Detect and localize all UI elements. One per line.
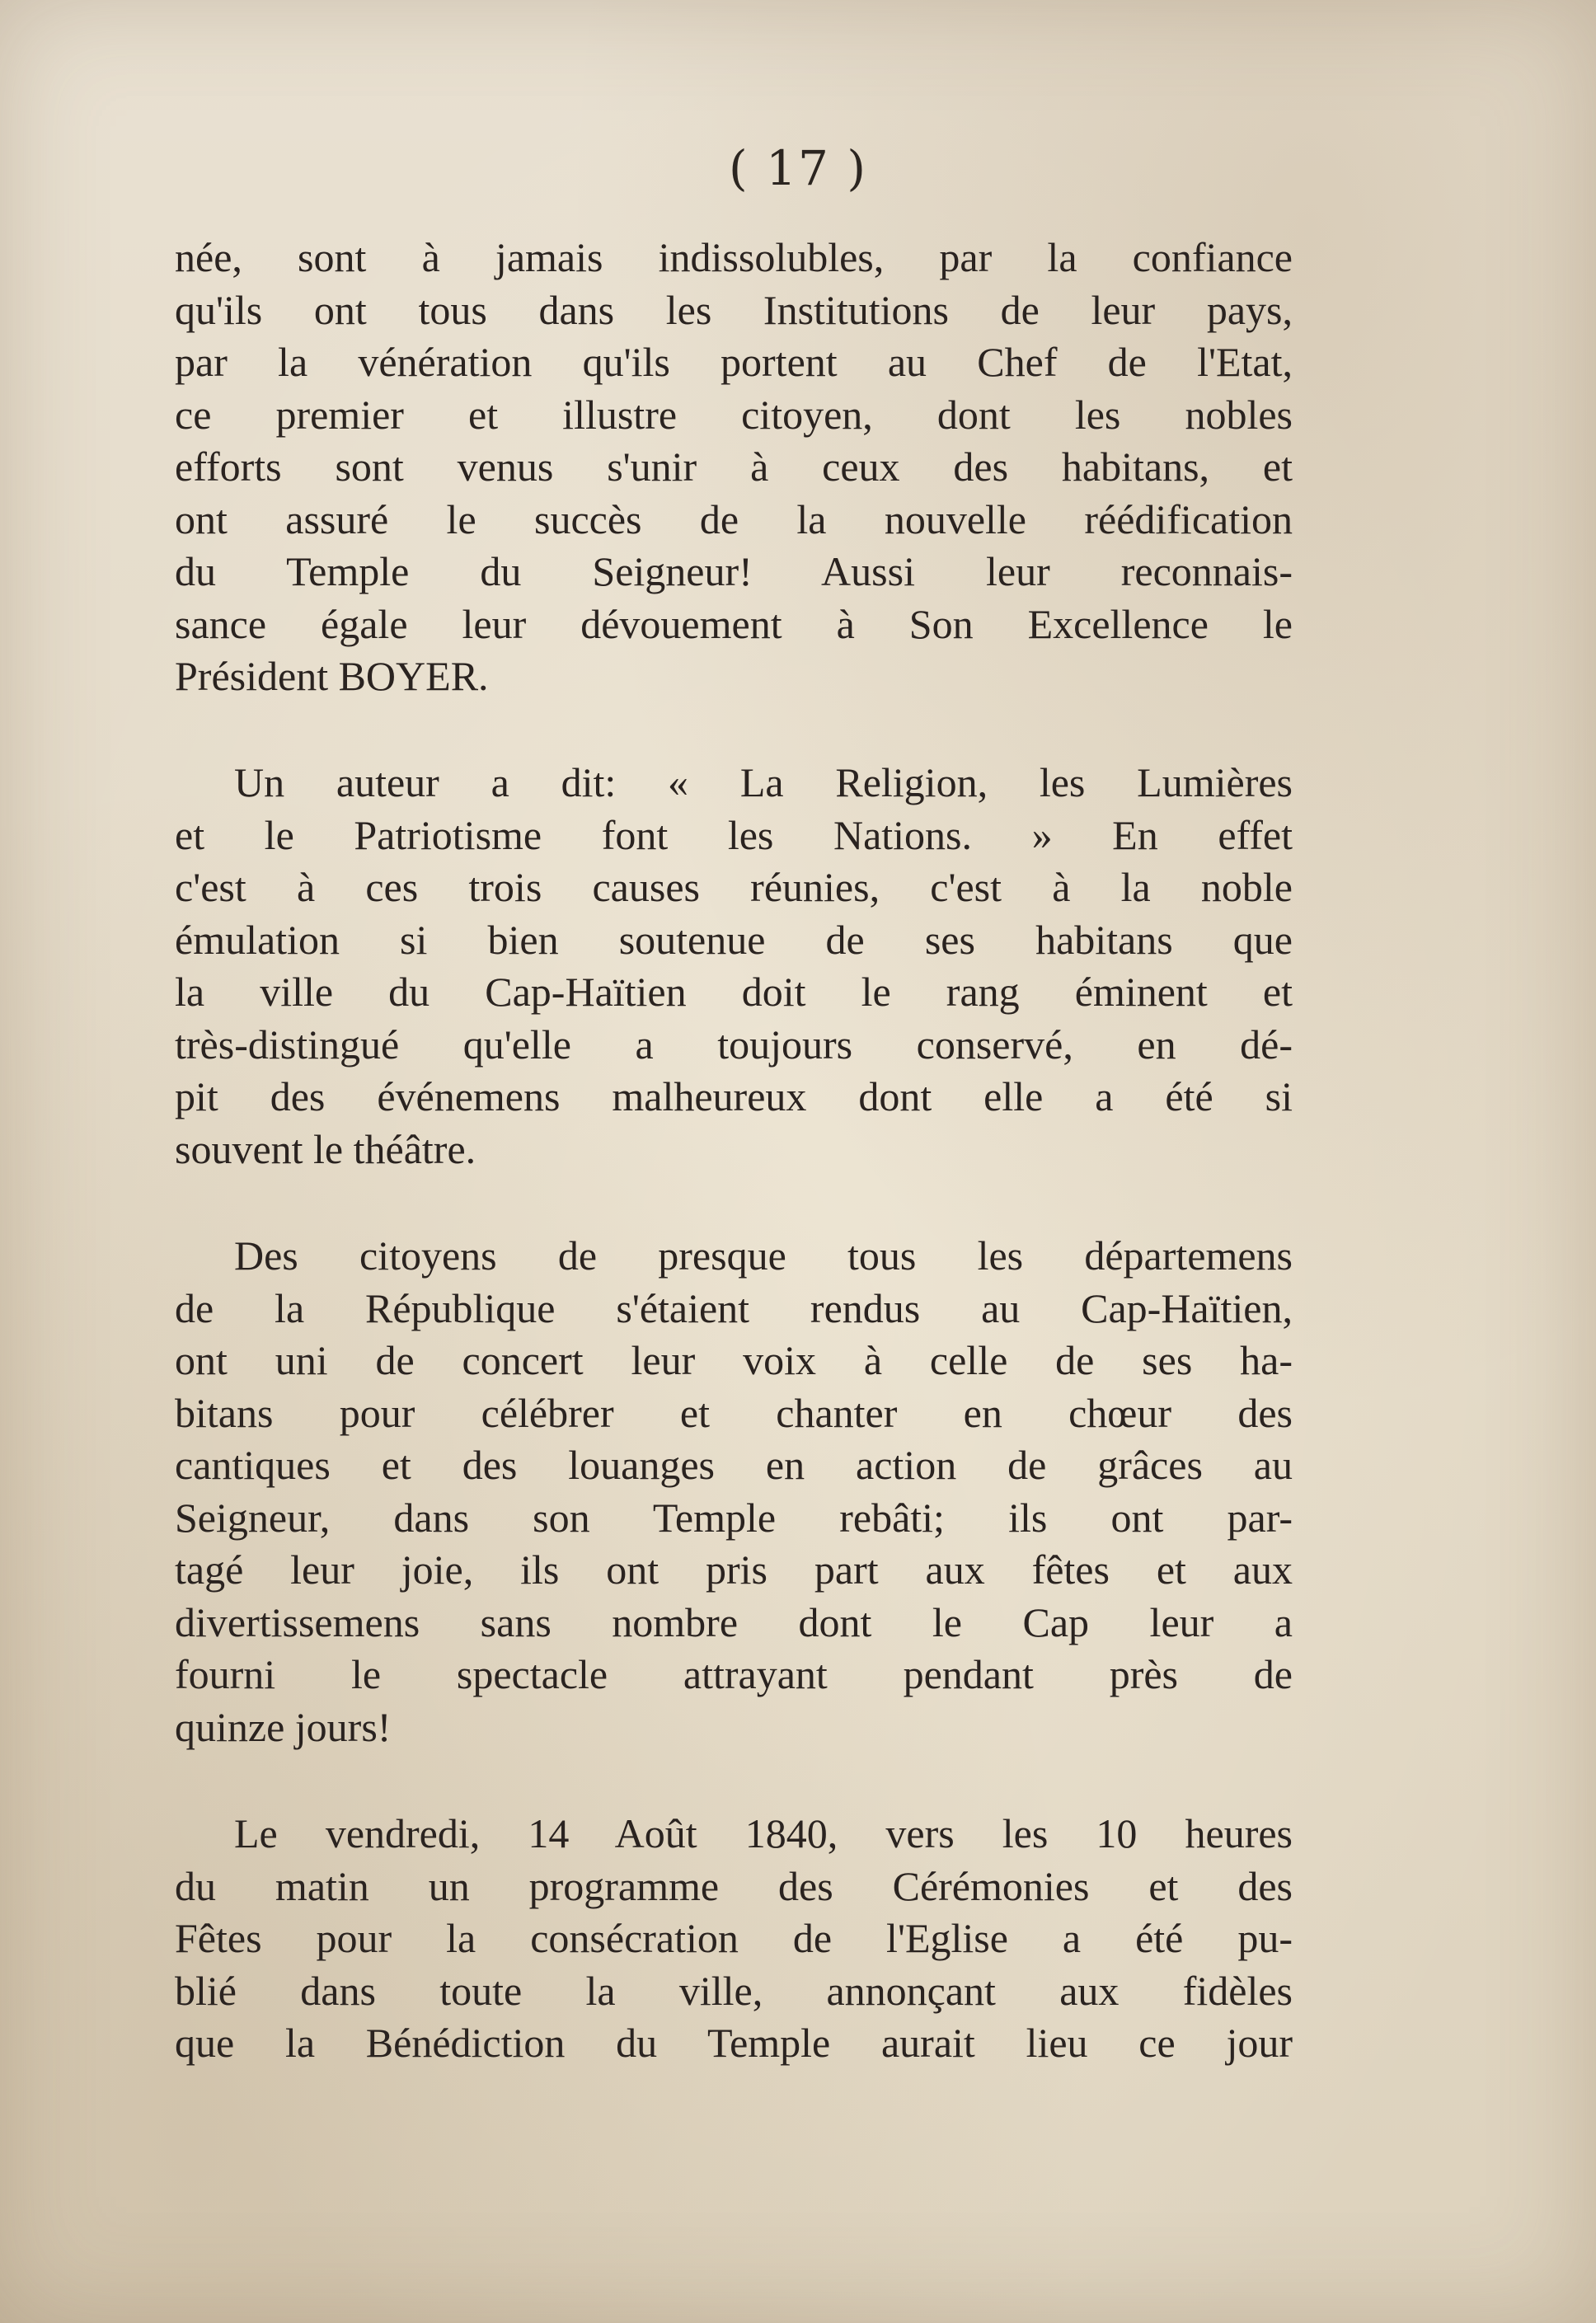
text-line: Seigneur, dans son Temple rebâti; ils ont par- [175,1494,1293,1541]
text-line: ont assuré le succès de la nouvelle réédification [175,495,1293,542]
text-line: Le vendredi, 14 Août 1840, vers les 10 heures [234,1810,1293,1856]
text-line: divertissemens sans nombre dont le Cap leur a [175,1598,1293,1645]
text-line: du matin un programme des Cérémonies et des [175,1862,1293,1909]
text-line: que la Bénédiction du Temple aurait lieu ce jour [175,2020,1293,2066]
text-line: par la vénération qu'ils portent au Chef de l'Etat, [175,339,1293,385]
paragraph-3 [175,1230,1293,1753]
text-line: quinze jours! [175,1703,392,1750]
paragraph-4 [175,1808,1293,2070]
text-line: de la République s'étaient rendus au Cap-Haïtien, [175,1284,1293,1331]
text-line: sance égale leur dévouement à Son Excellence le [175,600,1293,647]
text-line: cantiques et des louanges en action de grâces au [175,1442,1293,1488]
text-line: née, sont à jamais indissolubles, par la confiance [175,234,1293,280]
text-line: émulation si bien soutenue de ses habitans que [175,916,1293,963]
text-line: du Temple du Seigneur! Aussi leur reconnais- [175,548,1293,594]
text-line: ce premier et illustre citoyen, dont les nobles [175,391,1293,438]
text-line: ont uni de concert leur voix à celle de ses ha- [175,1337,1293,1383]
text-line: Président BOYER. [175,653,489,699]
text-line: souvent le théâtre. [175,1125,476,1172]
text-line: c'est à ces trois causes réunies, c'est à la noble [175,864,1293,910]
text-line: fourni le spectacle attrayant pendant près de [175,1651,1293,1697]
paragraph-2 [175,757,1293,1176]
text-line: efforts sont venus s'unir à ceux des habitans, et [175,443,1293,490]
text-line: Un auteur a dit: « La Religion, les Lumières [234,759,1293,805]
text-line: bitans pour célébrer et chanter en chœur des [175,1389,1293,1436]
text-line: et le Patriotisme font les Nations. » En effet [175,811,1293,858]
text-line: blié dans toute la ville, annonçant aux fidèles [175,1967,1293,2014]
text-line: très-distingué qu'elle a toujours conservé, en dé- [175,1021,1293,1068]
text-line: la ville du Cap-Haïtien doit le rang éminent et [175,969,1293,1015]
text-line: Fêtes pour la consécration de l'Eglise a été pu- [175,1915,1293,1961]
text-line: qu'ils ont tous dans les Institutions de leur pays, [175,286,1293,333]
text-line: pit des événemens malheureux dont elle a été si [175,1073,1293,1119]
text-line: Des citoyens de presque tous les départemens [234,1232,1293,1279]
page-number: ( 17 ) [729,140,867,196]
paragraph-1 [175,232,1293,703]
text-line: tagé leur joie, ils ont pris part aux fêtes et aux [175,1546,1293,1593]
